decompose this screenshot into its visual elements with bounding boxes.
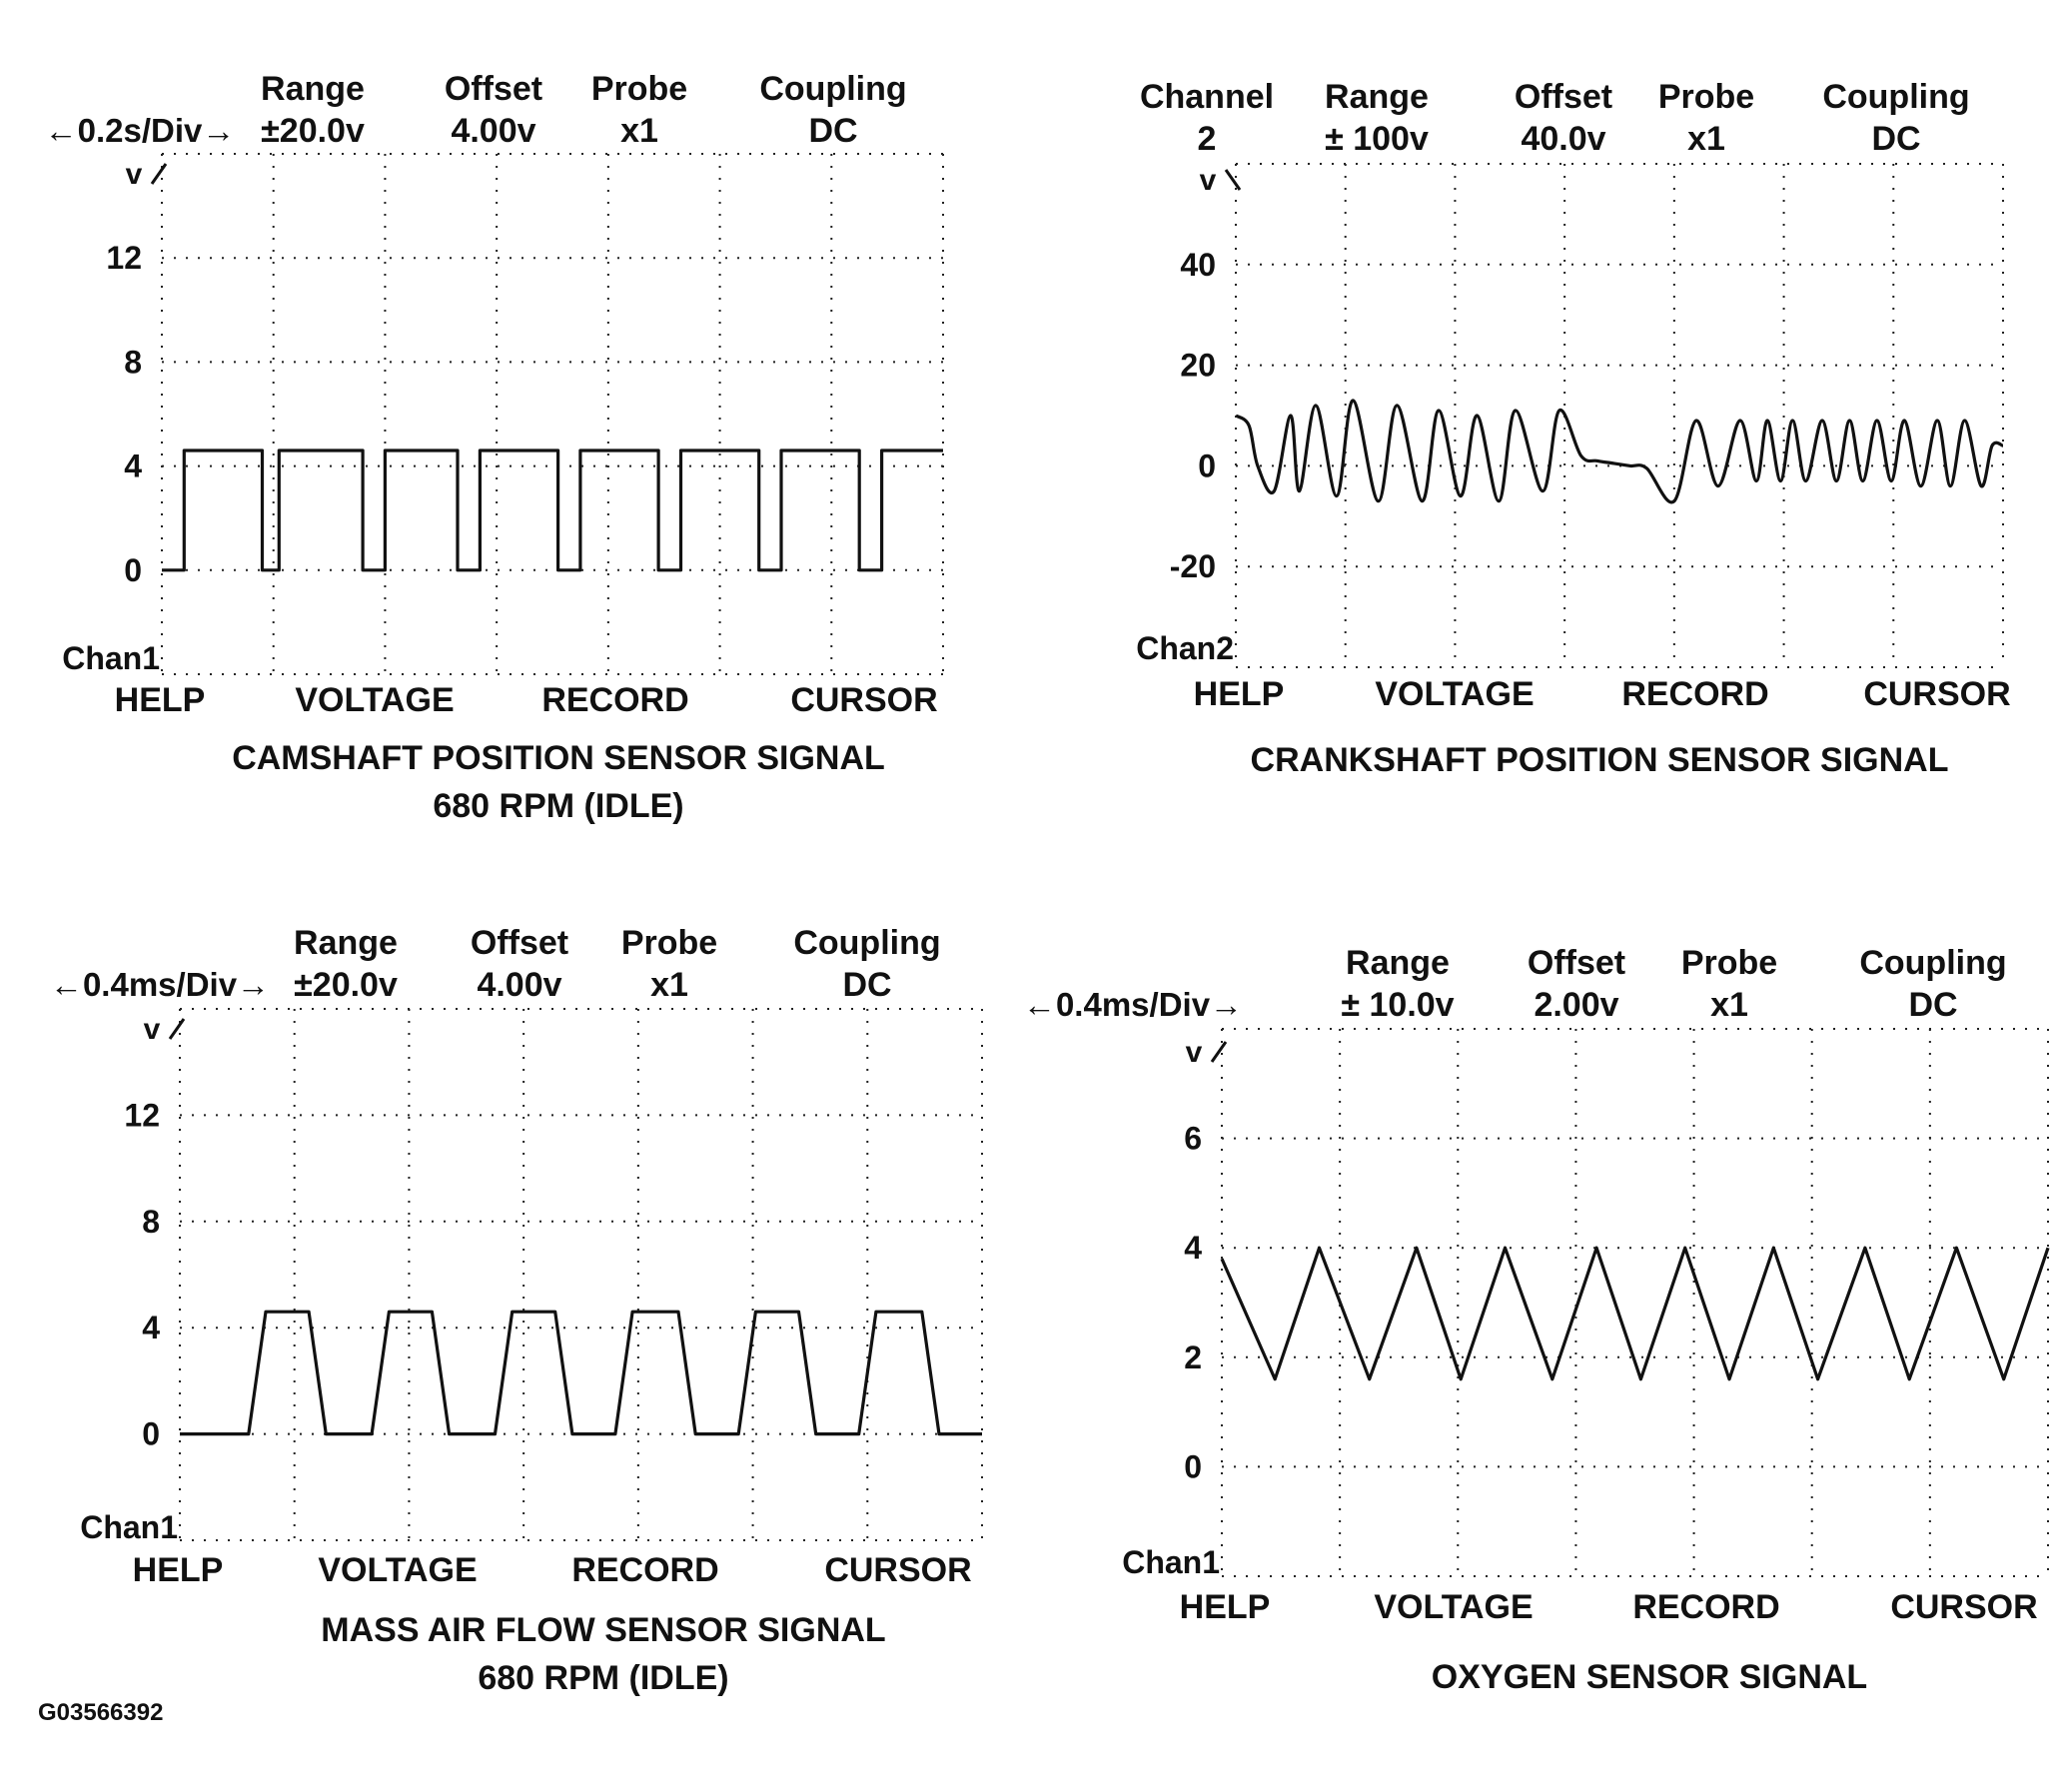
camshaft-chart-subtitle: 680 RPM (IDLE) xyxy=(433,787,684,825)
maf-waveform-line xyxy=(180,1312,982,1433)
oxygen-menu-record[interactable]: RECORD xyxy=(1632,1588,1780,1626)
oxygen-timebase: ←0.4ms/Div→ xyxy=(1022,986,1244,1023)
maf-probe-value: x1 xyxy=(650,966,688,1004)
crankshaft-coupling-value: DC xyxy=(1871,120,1921,158)
crankshaft-menu-voltage[interactable]: VOLTAGE xyxy=(1375,675,1535,713)
camshaft-waveform-line xyxy=(162,450,943,570)
crankshaft-probe-label: Probe xyxy=(1657,78,1755,116)
maf-probe-label: Probe xyxy=(620,924,718,962)
crankshaft-menu-record[interactable]: RECORD xyxy=(1621,675,1769,713)
camshaft-ytick-label: 12 xyxy=(106,240,142,277)
crankshaft-ytick-label: -20 xyxy=(1169,548,1216,585)
maf-menu-voltage[interactable]: VOLTAGE xyxy=(318,1551,478,1589)
maf-menu-help[interactable]: HELP xyxy=(132,1551,224,1589)
oxygen-coupling-value: DC xyxy=(1908,986,1958,1024)
crankshaft-ytick-label: 0 xyxy=(1198,448,1216,484)
camshaft-trigger-slope-icon xyxy=(152,164,166,184)
oxygen-offset-value: 2.00v xyxy=(1534,986,1619,1024)
figure-code: G03566392 xyxy=(38,1699,164,1726)
crankshaft-ytick-label: 40 xyxy=(1180,246,1216,283)
maf-menu-cursor[interactable]: CURSOR xyxy=(824,1551,972,1589)
crankshaft-menu-help[interactable]: HELP xyxy=(1193,675,1285,713)
camshaft-probe-value: x1 xyxy=(620,112,658,150)
camshaft-ytick-label: 0 xyxy=(124,551,142,588)
crankshaft-coupling-label: Coupling xyxy=(1822,78,1970,116)
camshaft-ytick-label: 4 xyxy=(124,448,142,484)
maf-coupling-label: Coupling xyxy=(793,924,941,962)
camshaft-offset-value: 4.00v xyxy=(451,112,536,150)
oxygen-menu-cursor[interactable]: CURSOR xyxy=(1890,1588,2038,1626)
maf-offset-value: 4.00v xyxy=(477,966,562,1004)
oxygen-ytick-label: 2 xyxy=(1184,1339,1202,1375)
camshaft-unit-label: v xyxy=(125,158,143,191)
maf-ytick-label: 0 xyxy=(142,1415,160,1452)
maf-ytick-label: 4 xyxy=(142,1310,160,1346)
oxygen-channel-label: Chan1 xyxy=(1122,1544,1220,1580)
maf-menu-record[interactable]: RECORD xyxy=(571,1551,719,1589)
crankshaft-channel-label: Channel xyxy=(1139,78,1275,116)
maf-channel-label: Chan1 xyxy=(80,1509,178,1545)
oxygen-probe-label: Probe xyxy=(1680,944,1778,982)
maf-timebase: ←0.4ms/Div→ xyxy=(49,966,271,1003)
maf-chart-title: MASS AIR FLOW SENSOR SIGNAL xyxy=(321,1611,886,1649)
crankshaft-channel-value: 2 xyxy=(1197,120,1217,158)
camshaft-menu-voltage[interactable]: VOLTAGE xyxy=(295,681,455,719)
oxygen-ytick-label: 4 xyxy=(1184,1230,1202,1267)
crankshaft-range-value: ± 100v xyxy=(1325,120,1429,158)
camshaft-chart-title: CAMSHAFT POSITION SENSOR SIGNAL xyxy=(232,739,885,777)
crankshaft-offset-value: 40.0v xyxy=(1521,120,1606,158)
oxygen-range-value: ± 10.0v xyxy=(1341,986,1455,1024)
maf-range-label: Range xyxy=(294,924,398,962)
camshaft-menu-record[interactable]: RECORD xyxy=(541,681,689,719)
oxygen-waveform-line xyxy=(1222,1248,2048,1379)
camshaft-offset-label: Offset xyxy=(444,70,543,108)
maf-offset-label: Offset xyxy=(470,924,569,962)
crankshaft-menu-cursor[interactable]: CURSOR xyxy=(1863,675,2011,713)
crankshaft-probe-value: x1 xyxy=(1687,120,1725,158)
crankshaft-chart-title: CRANKSHAFT POSITION SENSOR SIGNAL xyxy=(1250,741,1949,779)
maf-range-value: ±20.0v xyxy=(294,966,398,1004)
oxygen-chart-title: OXYGEN SENSOR SIGNAL xyxy=(1431,1658,1868,1696)
oxygen-menu-help[interactable]: HELP xyxy=(1179,1588,1271,1626)
oxygen-range-label: Range xyxy=(1346,944,1450,982)
camshaft-menu-cursor[interactable]: CURSOR xyxy=(790,681,938,719)
oxygen-ytick-label: 6 xyxy=(1184,1120,1202,1157)
camshaft-timebase: ←0.2s/Div→ xyxy=(44,112,236,149)
oxygen-ytick-label: 0 xyxy=(1184,1448,1202,1485)
maf-chart-subtitle: 680 RPM (IDLE) xyxy=(478,1659,729,1697)
camshaft-probe-label: Probe xyxy=(590,70,688,108)
camshaft-coupling-value: DC xyxy=(808,112,858,150)
crankshaft-trigger-slope-icon xyxy=(1226,170,1240,190)
camshaft-menu-help[interactable]: HELP xyxy=(114,681,206,719)
oxygen-offset-label: Offset xyxy=(1527,944,1626,982)
maf-trigger-slope-icon xyxy=(170,1019,184,1039)
camshaft-channel-label: Chan1 xyxy=(62,640,160,676)
crankshaft-ytick-label: 20 xyxy=(1180,347,1216,384)
oxygen-coupling-label: Coupling xyxy=(1859,944,2007,982)
camshaft-ytick-label: 8 xyxy=(124,344,142,381)
maf-ytick-label: 12 xyxy=(124,1097,160,1134)
crankshaft-range-label: Range xyxy=(1325,78,1429,116)
maf-unit-label: v xyxy=(143,1013,161,1046)
oxygen-probe-value: x1 xyxy=(1710,986,1748,1024)
crankshaft-channel-label: Chan2 xyxy=(1136,630,1234,666)
camshaft-coupling-label: Coupling xyxy=(759,70,907,108)
maf-ytick-label: 8 xyxy=(142,1203,160,1240)
camshaft-range-label: Range xyxy=(261,70,365,108)
crankshaft-unit-label: v xyxy=(1199,164,1217,197)
maf-coupling-value: DC xyxy=(842,966,892,1004)
camshaft-range-value: ±20.0v xyxy=(261,112,365,150)
crankshaft-waveform-line xyxy=(1236,401,2003,502)
crankshaft-offset-label: Offset xyxy=(1514,78,1613,116)
oxygen-unit-label: v xyxy=(1185,1036,1203,1069)
oxygen-trigger-slope-icon xyxy=(1212,1042,1226,1062)
oxygen-menu-voltage[interactable]: VOLTAGE xyxy=(1374,1588,1534,1626)
